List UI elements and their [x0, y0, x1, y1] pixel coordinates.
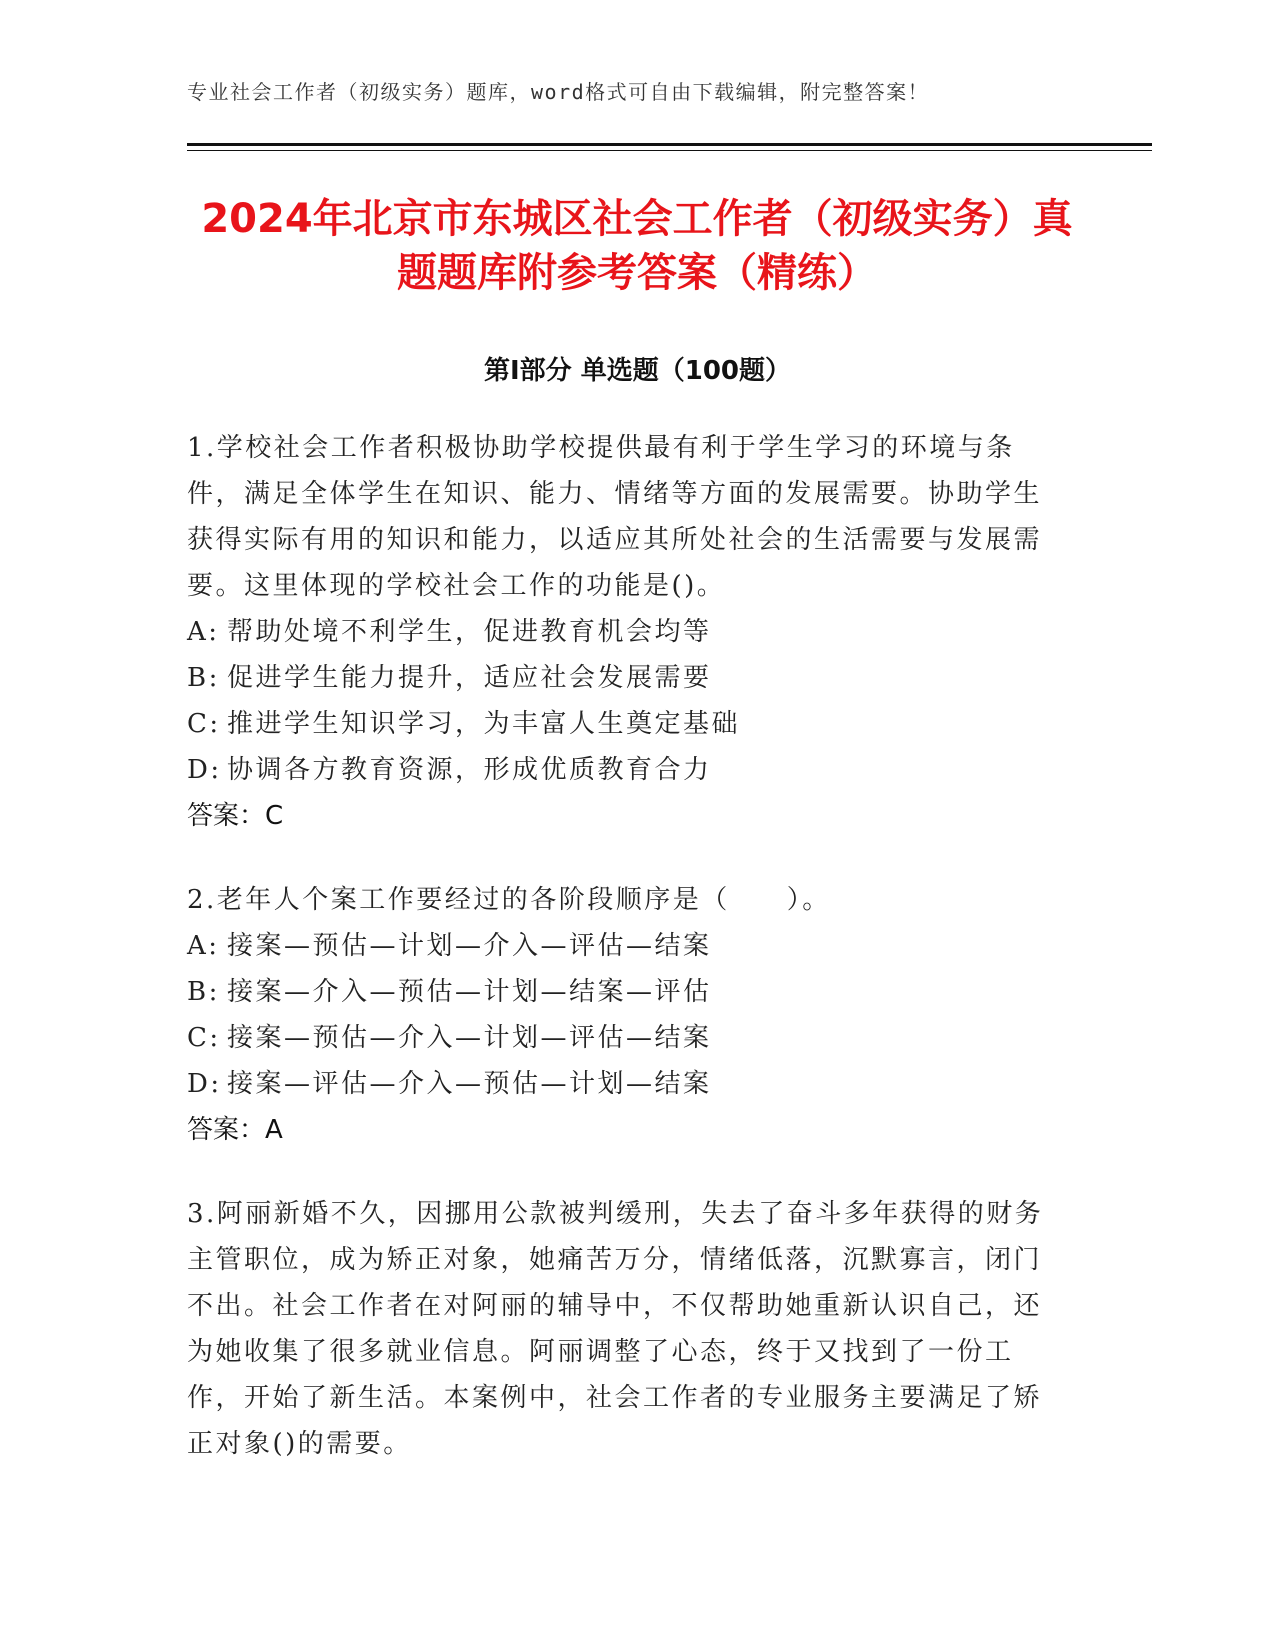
option-text: 接案—介入—预估—计划—结案—评估: [227, 977, 712, 1007]
option-key: C:: [187, 1023, 221, 1053]
question-stem: 3.阿丽新婚不久，因挪用公款被判缓刑，失去了奋斗多年获得的财务主管职位，成为矫正对象，她痛苦万分，情绪低落，沉默寡言，闭门不出。社会工作者在对阿丽的辅导中，不仅帮助她重新认识自己，还为她收集了很多就业信息。阿丽调整了心态，终于又找到了一份工作，开始了新生活。本案例中，社会工作者的专业服务主要满足了矫正对象()的需要。: [187, 1199, 1044, 1459]
option-text: 接案—预估—介入—计划—评估—结案: [227, 1023, 712, 1053]
question-option: [187, 1061, 1067, 1107]
option-text: 促进学生能力提升，适应社会发展需要: [227, 663, 712, 693]
option-key: A:: [187, 617, 220, 647]
option-key: B:: [187, 977, 220, 1007]
option-key: D:: [187, 1069, 222, 1099]
option-text: 协调各方教育资源，形成优质教育合力: [227, 755, 712, 785]
question-option: [187, 747, 1067, 793]
option-text: 帮助处境不利学生，促进教育机会均等: [227, 617, 712, 647]
question-list: [187, 425, 1067, 1505]
question-item: [187, 425, 1067, 839]
header-divider-thick: [187, 143, 1152, 146]
option-text: 接案—预估—计划—介入—评估—结案: [227, 931, 712, 961]
header-divider-thin: [187, 150, 1152, 151]
question-item: [187, 1191, 1067, 1467]
question-option: [187, 923, 1067, 969]
option-key: D:: [187, 755, 222, 785]
option-key: C:: [187, 709, 221, 739]
question-answer: 答案：A: [187, 1115, 283, 1145]
section-heading: 第Ⅰ部分 单选题（100题）: [484, 356, 791, 386]
option-key: B:: [187, 663, 220, 693]
question-option: [187, 655, 1067, 701]
question-option: [187, 609, 1067, 655]
question-option: [187, 1015, 1067, 1061]
option-text: 推进学生知识学习，为丰富人生奠定基础: [227, 709, 741, 739]
question-stem: 1.学校社会工作者积极协助学校提供最有利于学生学习的环境与条件，满足全体学生在知识、能力、情绪等方面的发展需要。协助学生获得实际有用的知识和能力，以适应其所处社会的生活需要与发展需要。这里体现的学校社会工作的功能是()。: [187, 433, 1043, 601]
document-title: 2024年北京市东城区社会工作者（初级实务）真题题库附参考答案（精练）: [201, 196, 1073, 296]
question-option: [187, 969, 1067, 1015]
question-stem: 2.老年人个案工作要经过的各阶段顺序是（ ）。: [187, 885, 831, 915]
question-answer: 答案：C: [187, 801, 284, 831]
page-header-text: 专业社会工作者（初级实务）题库，word格式可自由下载编辑，附完整答案！: [187, 80, 930, 104]
question-option: [187, 701, 1067, 747]
option-key: A:: [187, 931, 220, 961]
question-item: [187, 877, 1067, 1153]
option-text: 接案—评估—介入—预估—计划—结案: [227, 1069, 712, 1099]
